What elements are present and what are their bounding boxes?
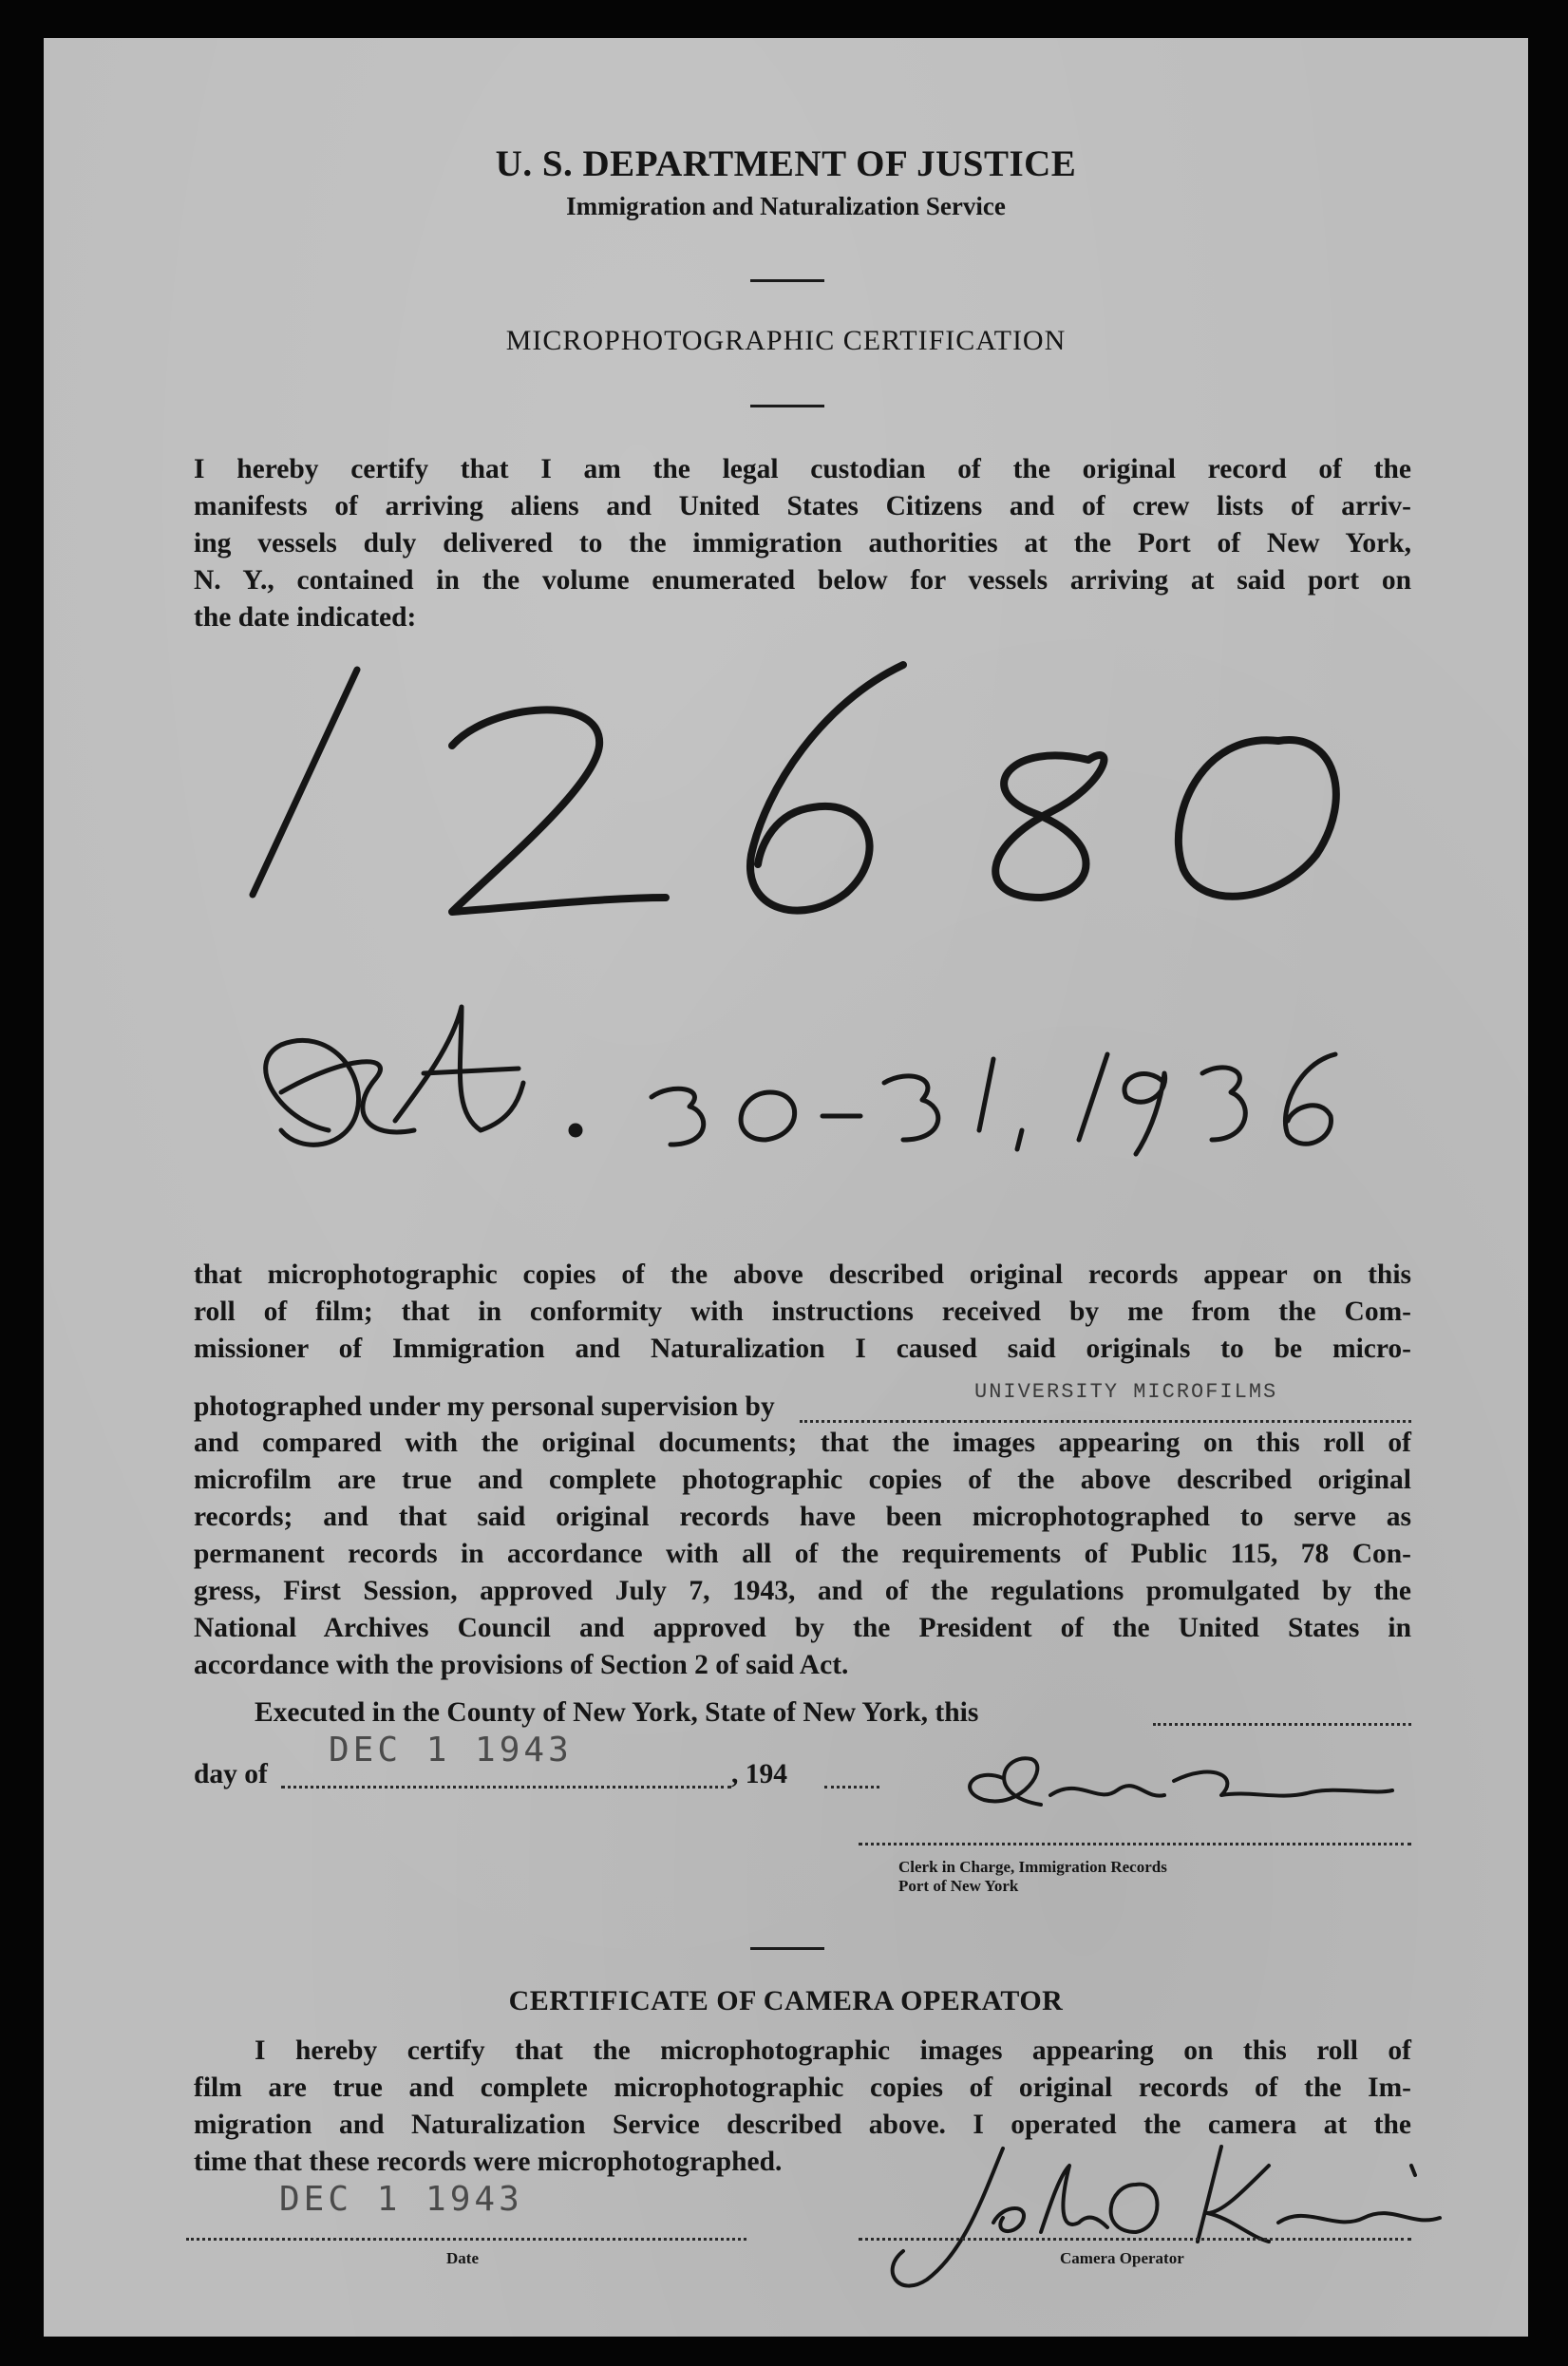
text-line: I hereby certify that I am the legal custodian of the original record of the — [194, 454, 1411, 484]
clerk-title-line: Port of New York — [898, 1877, 1019, 1895]
text-line: permanent records in accordance with all of the requirements of Public 115, 78 Con- — [194, 1539, 1411, 1569]
executed-text: Executed in the County of New York, State of New York, this — [255, 1697, 979, 1728]
text-line: National Archives Council and approved by the President of the United States in — [194, 1613, 1411, 1643]
text-line: time that these records were microphotographed. — [194, 2147, 783, 2177]
text-line: and compared with the original documents; that the images appearing on this roll of — [194, 1428, 1411, 1458]
day-date-stamp: DEC 1 1943 — [329, 1731, 573, 1770]
text-line: the date indicated: — [194, 602, 417, 633]
text-line: records; and that said original records have been microphotographed to serve as — [194, 1502, 1411, 1532]
text-line: migration and Naturalization Service described above. I operated the camera at the — [194, 2110, 1411, 2140]
certification-title: MICROPHOTOGRAPHIC CERTIFICATION — [505, 325, 1067, 356]
text-line: roll of film; that in conformity with instructions received by me from the Com- — [194, 1297, 1411, 1327]
supervisor-typed-name: UNIVERSITY MICROFILMS — [974, 1380, 1278, 1404]
text-line: missioner of Immigration and Naturalization I caused said originals to be micro- — [194, 1334, 1411, 1364]
text-line: gress, First Session, approved July 7, 1943, and of the regulations promulgated by the — [194, 1576, 1411, 1606]
text-line: N. Y., contained in the volume enumerated below for vessels arriving at said port on — [194, 565, 1411, 596]
text-line: film are true and complete microphotographic copies of original records of the Im- — [194, 2073, 1411, 2103]
certificate-sheet — [44, 38, 1528, 2337]
text-line: I hereby certify that the microphotographic images appearing on this roll of — [255, 2035, 1411, 2066]
signature-dotted-line — [859, 2238, 1411, 2241]
camera-date-stamp: DEC 1 1943 — [279, 2180, 523, 2219]
day-of-label: day of — [194, 1759, 268, 1789]
date-label: Date — [446, 2249, 479, 2267]
text-line: manifests of arriving aliens and United States Citizens and of crew lists of arriv- — [194, 491, 1411, 521]
text-line: ing vessels duly delivered to the immigration authorities at the Port of New York, — [194, 528, 1411, 558]
text-line: microfilm are true and complete photographic copies of the above described original — [194, 1465, 1411, 1495]
service-subheading: Immigration and Naturalization Service — [566, 192, 1006, 220]
supervision-prefix: photographed under my personal supervision by — [194, 1391, 775, 1422]
camera-operator-label: Camera Operator — [1060, 2249, 1184, 2267]
clerk-title-line: Clerk in Charge, Immigration Records — [898, 1858, 1167, 1876]
camera-certificate-title: CERTIFICATE OF CAMERA OPERATOR — [508, 1985, 1064, 2016]
text-line: accordance with the provisions of Section 2 of said Act. — [194, 1650, 849, 1680]
text-line: that microphotographic copies of the above described original records appear on this — [194, 1259, 1411, 1290]
year-prefix: , 194 — [731, 1759, 787, 1789]
department-heading: U. S. DEPARTMENT OF JUSTICE — [495, 143, 1077, 184]
camera-operator-signature — [44, 38, 1528, 2337]
